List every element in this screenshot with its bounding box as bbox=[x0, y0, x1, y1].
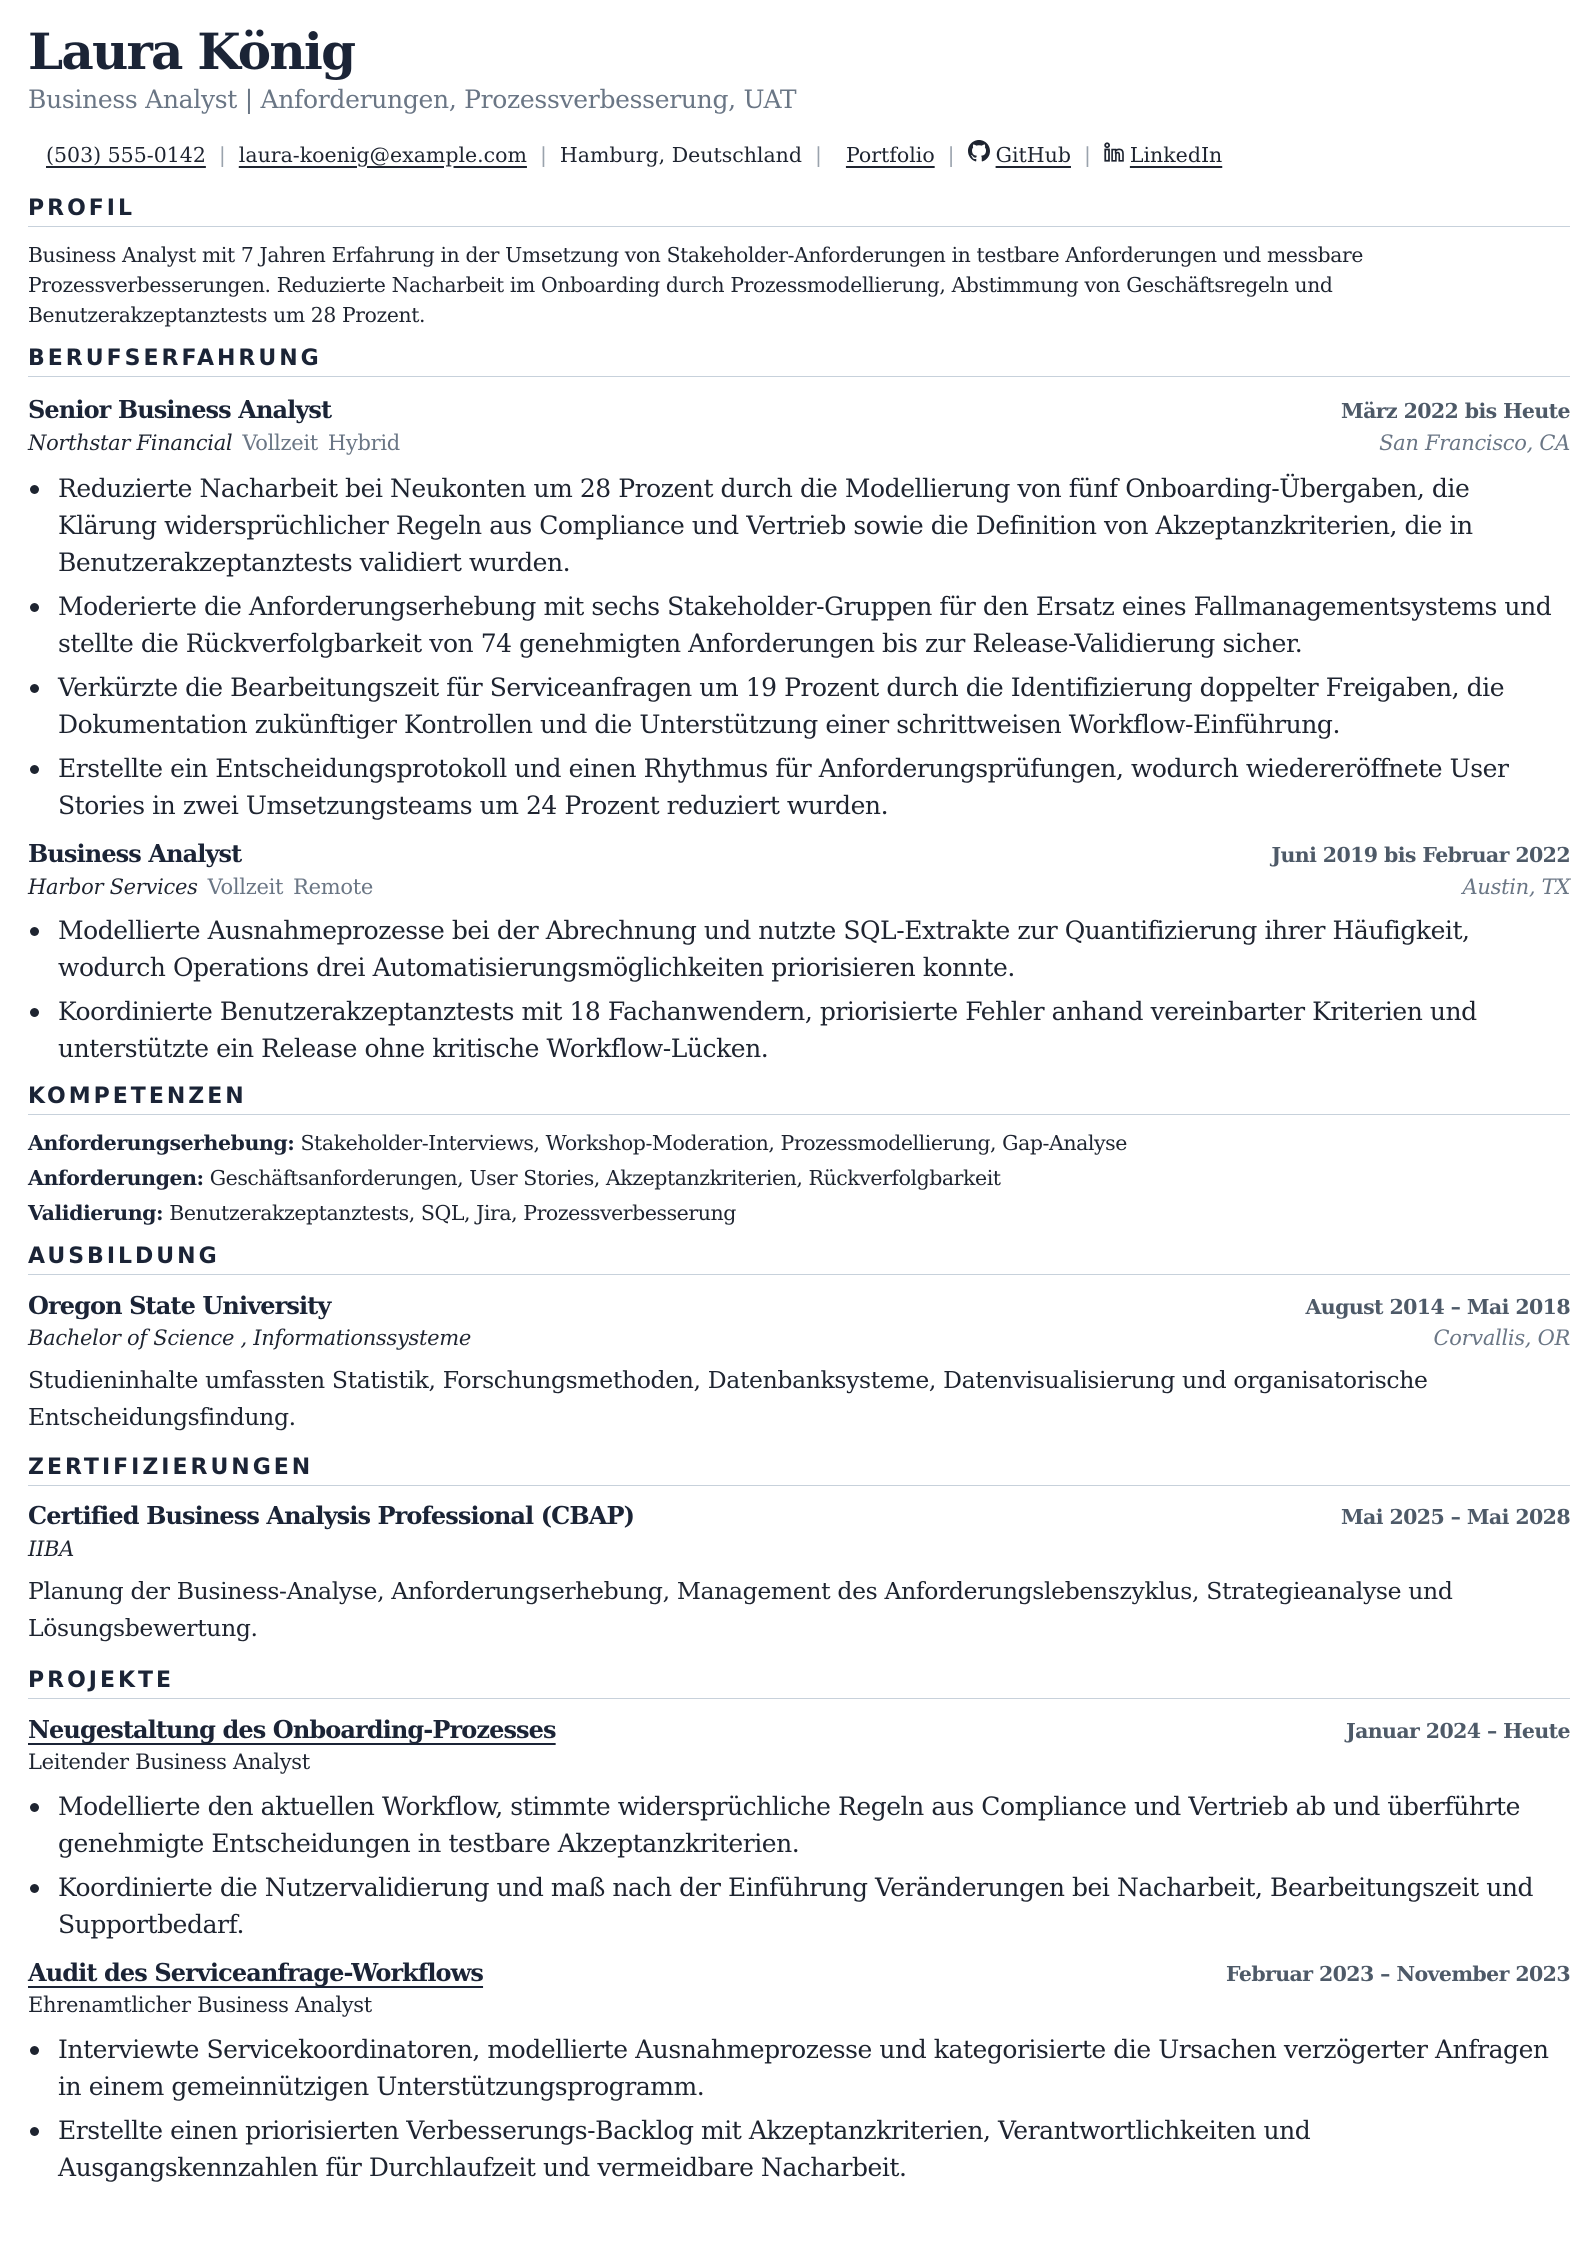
education-location: Corvallis, OR bbox=[1433, 1326, 1570, 1350]
degree bbox=[28, 1323, 471, 1353]
project-meta bbox=[28, 1747, 1570, 1777]
email-link[interactable]: laura-koenig@example.com bbox=[238, 142, 527, 167]
list-item: Erstellte einen priorisierten Verbesserungs-Backlog mit Akzeptanzkriterien, Verantwortlichkeiten und Ausgangskennzahlen für Durchlaufzeit und vermeidbare Nacharbeit. bbox=[28, 2112, 1570, 2186]
skill-label: Anforderungen: bbox=[28, 1166, 204, 1190]
job-title: Business Analyst bbox=[28, 839, 242, 868]
job-meta bbox=[28, 872, 1570, 902]
company-name: Harbor Services bbox=[28, 875, 198, 899]
project-meta bbox=[28, 1990, 1570, 2020]
education-description: Studieninhalte umfassten Statistik, Forschungsmethoden, Datenbanksysteme, Datenvisualisierung und organisatorische Entscheidungsfindung. bbox=[28, 1366, 1428, 1431]
education-meta bbox=[28, 1323, 1570, 1353]
github-icon bbox=[968, 140, 990, 169]
project-header bbox=[28, 1957, 1570, 1990]
work-mode: Remote bbox=[293, 875, 374, 899]
job-date: März 2022 bis Heute bbox=[1341, 399, 1570, 423]
list-item: Verkürzte die Bearbeitungszeit für Serviceanfragen um 19 Prozent durch die Identifizierung doppelter Freigaben, die Dokumentation zukünftiger Kontrollen und die Unterstützung einer schrittweisen Workflow-Einführung. bbox=[28, 669, 1570, 743]
skill-row bbox=[28, 1128, 1127, 1158]
certification-header bbox=[28, 1500, 1570, 1533]
job-bullets bbox=[28, 912, 1570, 1074]
separator: | bbox=[539, 142, 547, 167]
employment-type: Vollzeit bbox=[207, 875, 284, 899]
skill-value: Geschäftsanforderungen, User Stories, Akzeptanzkriterien, Rückverfolgbarkeit bbox=[209, 1166, 1001, 1190]
job-header bbox=[28, 394, 1570, 427]
portfolio-link[interactable]: Portfolio bbox=[845, 142, 935, 167]
job-date: Juni 2019 bis Februar 2022 bbox=[1271, 843, 1570, 867]
list-item: Erstellte ein Entscheidungsprotokoll und einen Rhythmus für Anforderungsprüfungen, wodurch wiedereröffnete User Stories in zwei Umsetzungsteams um 24 Prozent reduziert wurden. bbox=[28, 750, 1570, 824]
issuer-text: IIBA bbox=[28, 1537, 74, 1561]
job-header bbox=[28, 838, 1570, 871]
separator: | bbox=[1083, 142, 1091, 167]
project-bullets bbox=[28, 1788, 1570, 1950]
job-company-line bbox=[28, 872, 373, 902]
candidate-name: Laura König bbox=[28, 22, 355, 81]
project-title-link[interactable]: Audit des Serviceanfrage-Workflows bbox=[28, 1958, 484, 1987]
education-date: August 2014 – Mai 2018 bbox=[1305, 1295, 1570, 1319]
work-mode: Hybrid bbox=[327, 431, 400, 455]
list-item: Moderierte die Anforderungserhebung mit sechs Stakeholder-Gruppen für den Ersatz eines Fallmanagementsystems und stellte die Rückverfolgbarkeit von 74 genehmigten Anforderungen bis zur Release-Validierung sicher. bbox=[28, 588, 1570, 662]
contact-bar bbox=[46, 140, 1222, 169]
github-link[interactable]: GitHub bbox=[995, 142, 1071, 167]
skill-row bbox=[28, 1163, 1001, 1193]
skill-row bbox=[28, 1198, 736, 1228]
linkedin-icon bbox=[1104, 141, 1124, 169]
list-item: Koordinierte die Nutzervalidierung und maß nach der Einführung Veränderungen bei Nacharbeit, Bearbeitungszeit und Supportbedarf. bbox=[28, 1869, 1570, 1943]
project-date: Januar 2024 – Heute bbox=[1345, 1719, 1570, 1743]
certification-date: Mai 2025 – Mai 2028 bbox=[1340, 1505, 1570, 1529]
project-role: Ehrenamtlicher Business Analyst bbox=[28, 1993, 372, 2017]
project-role: Leitender Business Analyst bbox=[28, 1750, 310, 1774]
company-name: Northstar Financial bbox=[28, 431, 233, 455]
job-location: Austin, TX bbox=[1462, 875, 1570, 899]
section-heading-certifications: ZERTIFIZIERUNGEN bbox=[28, 1453, 1570, 1486]
phone-link[interactable]: (503) 555-0142 bbox=[46, 142, 206, 167]
separator: | bbox=[815, 142, 822, 167]
certification-meta bbox=[28, 1534, 1570, 1564]
location-text: Hamburg, Deutschland bbox=[559, 142, 803, 167]
employment-type: Vollzeit bbox=[242, 431, 318, 455]
project-bullets bbox=[28, 2031, 1570, 2193]
project-date: Februar 2023 – November 2023 bbox=[1226, 1962, 1570, 1986]
skill-label: Validierung: bbox=[28, 1201, 164, 1225]
job-company-line bbox=[28, 428, 400, 458]
certification-description: Planung der Business-Analyse, Anforderungserhebung, Management des Anforderungslebenszyklus, Strategieanalyse und Lösungsbewertung. bbox=[28, 1577, 1453, 1642]
skill-value: Stakeholder-Interviews, Workshop-Moderation, Prozessmodellierung, Gap-Analyse bbox=[300, 1131, 1127, 1155]
list-item: Reduzierte Nacharbeit bei Neukonten um 28 Prozent durch die Modellierung von fünf Onboarding-Übergaben, die Klärung widersprüchlicher Regeln aus Compliance und Vertrieb sowie die Definition von Akzeptanzkriterien, die in Benutzerakzeptanztests validiert wurden. bbox=[28, 470, 1570, 581]
list-item: Modellierte Ausnahmeprozesse bei der Abrechnung und nutzte SQL-Extrakte zur Quantifizierung ihrer Häufigkeit, wodurch Operations drei Automatisierungsmöglichkeiten priorisieren konnte. bbox=[28, 912, 1570, 986]
headline: Business Analyst | Anforderungen, Prozessverbesserung, UAT bbox=[28, 85, 797, 114]
list-item: Interviewte Servicekoordinatoren, modellierte Ausnahmeprozesse und kategorisierte die Ursachen verzögerter Anfragen in einem gemeinnützigen Unterstützungsprogramm. bbox=[28, 2031, 1570, 2105]
certification-issuer bbox=[28, 1534, 74, 1564]
job-title: Senior Business Analyst bbox=[28, 395, 332, 424]
profile-summary: Business Analyst mit 7 Jahren Erfahrung in der Umsetzung von Stakeholder-Anforderungen in testbare Anforderungen und messbare Prozessverbesserungen. Reduzierte Nacharbeit im Onboarding durch Prozessmodellierung, Abstimmung von Geschäftsregeln und Benutzerakzeptanztests um 28 Prozent. bbox=[28, 243, 1364, 327]
section-heading-skills: KOMPETENZEN bbox=[28, 1082, 1570, 1115]
separator: | bbox=[947, 142, 955, 167]
education-header bbox=[28, 1290, 1570, 1323]
section-heading-education: AUSBILDUNG bbox=[28, 1242, 1570, 1275]
section-heading-projects: PROJEKTE bbox=[28, 1666, 1570, 1699]
certification-title: Certified Business Analysis Professional (CBAP) bbox=[28, 1501, 635, 1530]
separator: | bbox=[218, 142, 226, 167]
skill-value: Benutzerakzeptanztests, SQL, Jira, Prozessverbesserung bbox=[169, 1201, 736, 1225]
job-location: San Francisco, CA bbox=[1379, 431, 1570, 455]
project-header bbox=[28, 1714, 1570, 1747]
section-heading-experience: BERUFSERFAHRUNG bbox=[28, 344, 1570, 377]
linkedin-link[interactable]: LinkedIn bbox=[1129, 142, 1223, 167]
school-name: Oregon State University bbox=[28, 1291, 331, 1320]
skill-label: Anforderungserhebung: bbox=[28, 1131, 295, 1155]
section-heading-profile: PROFIL bbox=[28, 194, 1570, 227]
list-item: Koordinierte Benutzerakzeptanztests mit 18 Fachanwendern, priorisierte Fehler anhand vereinbarter Kriterien und unterstützte ein Release ohne kritische Workflow-Lücken. bbox=[28, 993, 1570, 1067]
project-title-link[interactable]: Neugestaltung des Onboarding-Prozesses bbox=[28, 1715, 556, 1744]
degree-text: Bachelor of Science , Informationssysteme bbox=[28, 1326, 471, 1350]
job-bullets bbox=[28, 470, 1570, 831]
job-meta bbox=[28, 428, 1570, 458]
list-item: Modellierte den aktuellen Workflow, stimmte widersprüchliche Regeln aus Compliance und Vertrieb ab und überführte genehmigte Entscheidungen in testbare Akzeptanzkriterien. bbox=[28, 1788, 1570, 1862]
